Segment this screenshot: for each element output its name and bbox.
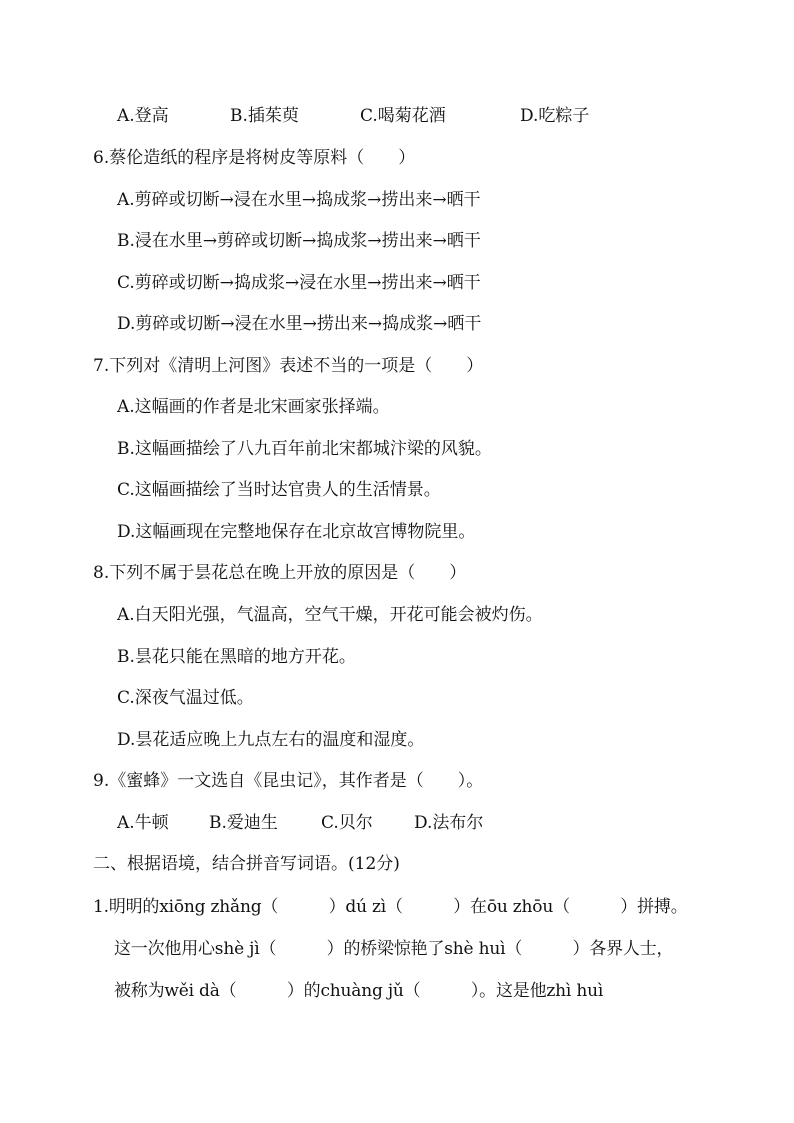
- q5-options: [0, 104, 794, 128]
- q7-option-c: C.这幅画描绘了当时达官贵人的生活情景。: [117, 480, 441, 500]
- q7-option-d: D.这幅画现在完整地保存在北京故宫博物院里。: [117, 522, 476, 542]
- q8-stem: 8.下列不属于昙花总在晚上开放的原因是（ ）: [93, 563, 467, 583]
- q7-option-a: A.这幅画的作者是北宋画家张择端。: [117, 397, 390, 417]
- section2-line-2: 这一次他用心shè jì（ ）的桥梁惊艳了shè huì（ ）各界人士，: [114, 939, 674, 959]
- section2-line-1: 1.明明的xiōng zhǎng（ ）dú zì（ ）在ōu zhōu（ ）拼搏。: [93, 897, 688, 917]
- q6-option-d: D.剪碎或切断→浸在水里→捞出来→捣成浆→晒干: [117, 314, 482, 334]
- q8-option-b: B.昙花只能在黑暗的地方开花。: [117, 647, 356, 667]
- q5-option-b: B.插茱萸: [230, 106, 299, 126]
- q8-option-a: A.白天阳光强，气温高，空气干燥，开花可能会被灼伤。: [117, 605, 543, 625]
- q8-option-c: C.深夜气温过低。: [117, 688, 254, 708]
- q9-option-b: B.爱迪生: [209, 813, 278, 833]
- q5-option-c: C.喝菊花酒: [360, 106, 446, 126]
- q9-stem: 9.《蜜蜂》一文选自《昆虫记》，其作者是（ ）。: [93, 771, 484, 791]
- q6-stem: 6.蔡伦造纸的程序是将树皮等原料（ ）: [93, 148, 416, 168]
- q7-option-b: B.这幅画描绘了八九百年前北宋都城汴梁的风貌。: [117, 439, 492, 459]
- q5-option-a: A.登高: [117, 106, 169, 126]
- q9-options: [0, 811, 794, 835]
- q8-option-d: D.昙花适应晚上九点左右的温度和湿度。: [117, 730, 425, 750]
- section2-title: 二、根据语境，结合拼音写词语。(12分): [93, 854, 400, 874]
- q5-option-d: D.吃粽子: [520, 106, 590, 126]
- q9-option-c: C.贝尔: [321, 813, 373, 833]
- q7-stem: 7.下列对《清明上河图》表述不当的一项是（ ）: [93, 356, 484, 376]
- q9-option-d: D.法布尔: [414, 813, 484, 833]
- q6-option-a: A.剪碎或切断→浸在水里→捣成浆→捞出来→晒干: [117, 190, 481, 210]
- q6-option-b: B.浸在水里→剪碎或切断→捣成浆→捞出来→晒干: [117, 231, 481, 251]
- q6-option-c: C.剪碎或切断→捣成浆→浸在水里→捞出来→晒干: [117, 273, 481, 293]
- section2-line-3: 被称为wěi dà（ ）的chuàng jǔ（ ）。这是他zhì huì: [114, 981, 604, 1001]
- q9-option-a: A.牛顿: [117, 813, 169, 833]
